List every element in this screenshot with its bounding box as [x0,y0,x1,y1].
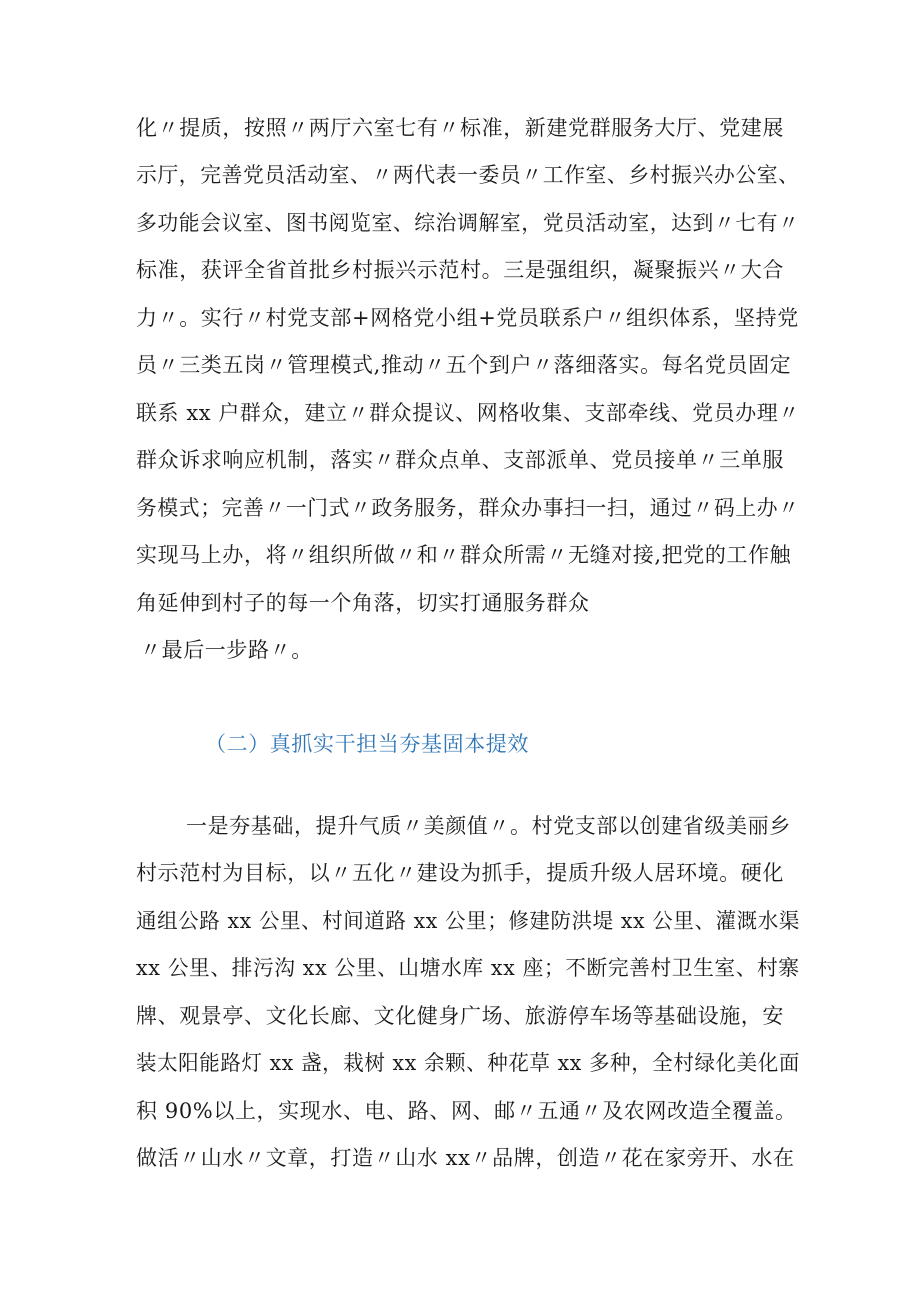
paragraph-line: 实现马上办，将〃组织所做〃和〃群众所需〃无缝对接,把党的工作触 [136,543,792,567]
paragraph-line: 做活〃山水〃文章，打造〃山水 xx〃品牌，创造〃花在家旁开、水在 [136,1146,795,1170]
paragraph-line: 联系 xx 户群众，建立〃群众提议、网格收集、支部牵线、党员办理〃 [136,401,800,425]
paragraph-line: 示厅，完善党员活动室、〃两代表一委员〃工作室、乡村振兴办公室、 [136,163,800,187]
paragraph-line: 力〃。实行〃村党支部+网格党小组+党员联系户〃组织体系，坚持党 [136,306,799,330]
paragraph-line: 村示范村为目标，以〃五化〃建设为抓手，提质升级人居环境。硬化 [136,861,784,885]
paragraph-line: 多功能会议室、图书阅览室、综治调解室，党员活动室，达到〃七有〃 [136,211,800,235]
paragraph-line: xx 公里、排污沟 xx 公里、山塘水库 xx 座；不断完善村卫生室、村寨 [136,956,800,980]
paragraph-line: 标准，获评全省首批乡村振兴示范村。三是强组织，凝聚振兴〃大合 [136,258,784,282]
paragraph-line: 群众诉求响应机制，落实〃群众点单、支部派单、党员接单〃三单服 [136,448,784,472]
paragraph-line: 装太阳能路灯 xx 盏，栽树 xx 余颗、种花草 xx 多种，全村绿化美化面 [136,1051,800,1075]
paragraph-line: 一是夯基础，提升气质〃美颜值〃。村党支部以创建省级美丽乡 [186,814,791,838]
section-heading: （二）真抓实干担当夯基固本提效 [205,732,529,756]
paragraph-line: 通组公路 xx 公里、村间道路 xx 公里；修建防洪堤 xx 公里、灌溉水渠 [136,909,800,933]
paragraph-line: 牌、观景亭、文化长廊、文化健身广场、旅游停车场等基础设施，安 [136,1004,784,1028]
paragraph-line: 化〃提质，按照〃两厅六室七有〃标准，新建党群服务大厅、党建展 [136,116,784,140]
paragraph-line: 〃最后一步路〃。 [140,638,313,662]
paragraph-line: 务模式；完善〃一门式〃政务服务，群众办事扫一扫，通过〃码上办〃 [136,496,800,520]
paragraph-line: 员〃三类五岗〃管理模式,推动〃五个到户〃落细落实。每名党员固定 [136,353,792,377]
paragraph-line: 角延伸到村子的每一个角落，切实打通服务群众 [136,591,590,615]
paragraph-line: 积 90%以上，实现水、电、路、网、邮〃五通〃及农网改造全覆盖。 [136,1099,797,1123]
